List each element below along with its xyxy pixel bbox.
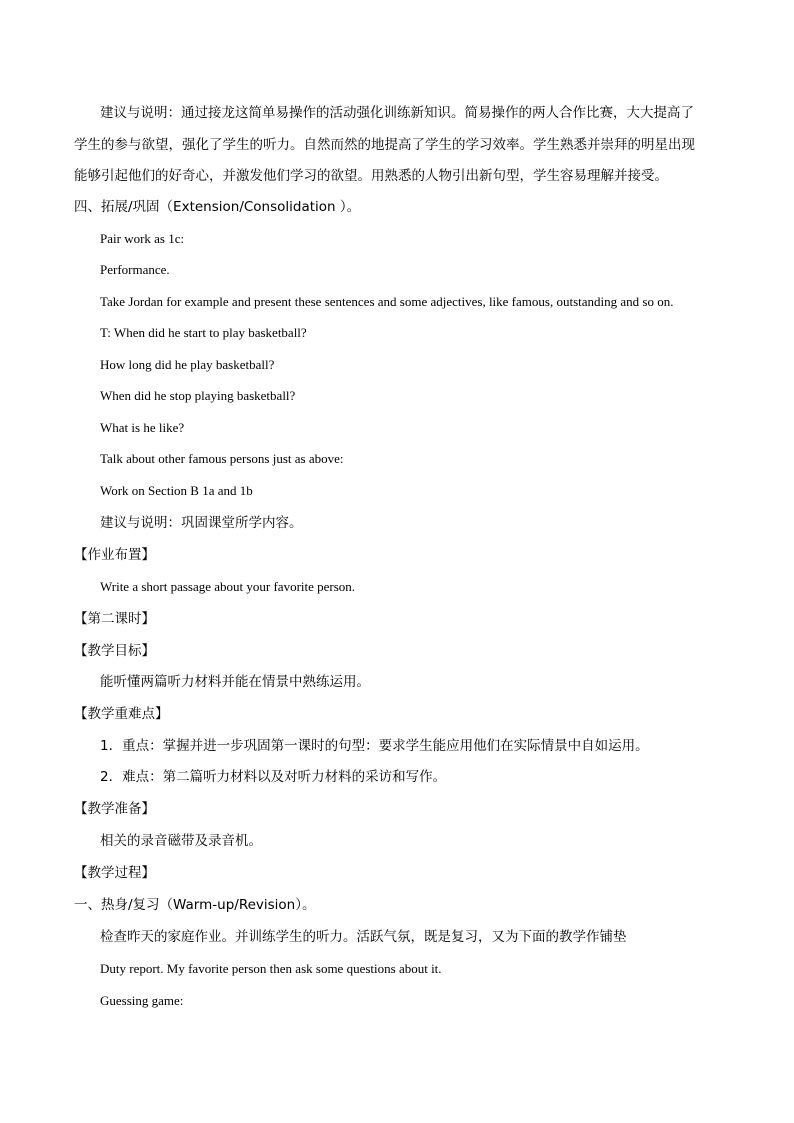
- paragraph-suggestion-1-cont2: 能够引起他们的好奇心，并激发他们学习的欲望。用熟悉的人物引出新句型，学生容易理解并接受。: [74, 168, 668, 184]
- heading-second-lesson: 【第二课时】: [74, 611, 155, 627]
- heading-process: 【教学过程】: [74, 865, 155, 881]
- text-key-point-1: 1．重点：掌握并进一步巩固第一课时的句型：要求学生能应用他们在实际情景中自如运用。: [100, 738, 649, 754]
- text-preparation: 相关的录音磁带及录音机。: [100, 833, 262, 849]
- text-question-how-long: How long did he play basketball?: [100, 357, 275, 372]
- text-duty-report: Duty report. My favorite person then ask some questions about it.: [100, 961, 442, 976]
- text-pair-work: Pair work as 1c:: [100, 231, 185, 246]
- text-take-jordan: Take Jordan for example and present these sentences and some adjectives, like famous, outstanding and so on.: [100, 294, 674, 309]
- section-heading-extension: 四、拓展/巩固（Extension/Consolidation ）。: [74, 199, 361, 215]
- text-teaching-goals: 能听懂两篇听力材料并能在情景中熟练运用。: [100, 674, 370, 690]
- heading-key-points: 【教学重难点】: [74, 706, 169, 722]
- paragraph-suggestion-2: 建议与说明：巩固课堂所学内容。: [100, 515, 303, 531]
- text-guessing-game: Guessing game:: [100, 993, 184, 1008]
- section-heading-warmup: 一、热身/复习（Warm-up/Revision）。: [74, 897, 316, 913]
- text-question-start: T: When did he start to play basketball?: [100, 325, 307, 340]
- heading-teaching-goals: 【教学目标】: [74, 643, 155, 659]
- text-question-stop: When did he stop playing basketball?: [100, 388, 296, 403]
- paragraph-suggestion-1: 建议与说明：通过接龙这简单易操作的活动强化训练新知识。简易操作的两人合作比赛，大大提高了: [100, 105, 694, 121]
- text-question-like: What is he like?: [100, 420, 185, 435]
- text-key-point-2: 2．难点：第二篇听力材料以及对听力材料的采访和写作。: [100, 769, 447, 785]
- text-talk-about: Talk about other famous persons just as above:: [100, 451, 344, 466]
- text-performance: Performance.: [100, 262, 170, 277]
- paragraph-suggestion-1-cont: 学生的参与欲望，强化了学生的听力。自然而然的地提高了学生的学习效率。学生熟悉并崇拜的明星出现: [74, 137, 695, 153]
- text-homework: Write a short passage about your favorite person.: [100, 579, 356, 594]
- heading-homework: 【作业布置】: [74, 547, 155, 563]
- text-work-on: Work on Section B 1a and 1b: [100, 483, 253, 498]
- text-check-homework: 检查昨天的家庭作业。并训练学生的听力。活跃气氛，既是复习，又为下面的教学作铺垫: [100, 929, 627, 945]
- heading-preparation: 【教学准备】: [74, 801, 155, 817]
